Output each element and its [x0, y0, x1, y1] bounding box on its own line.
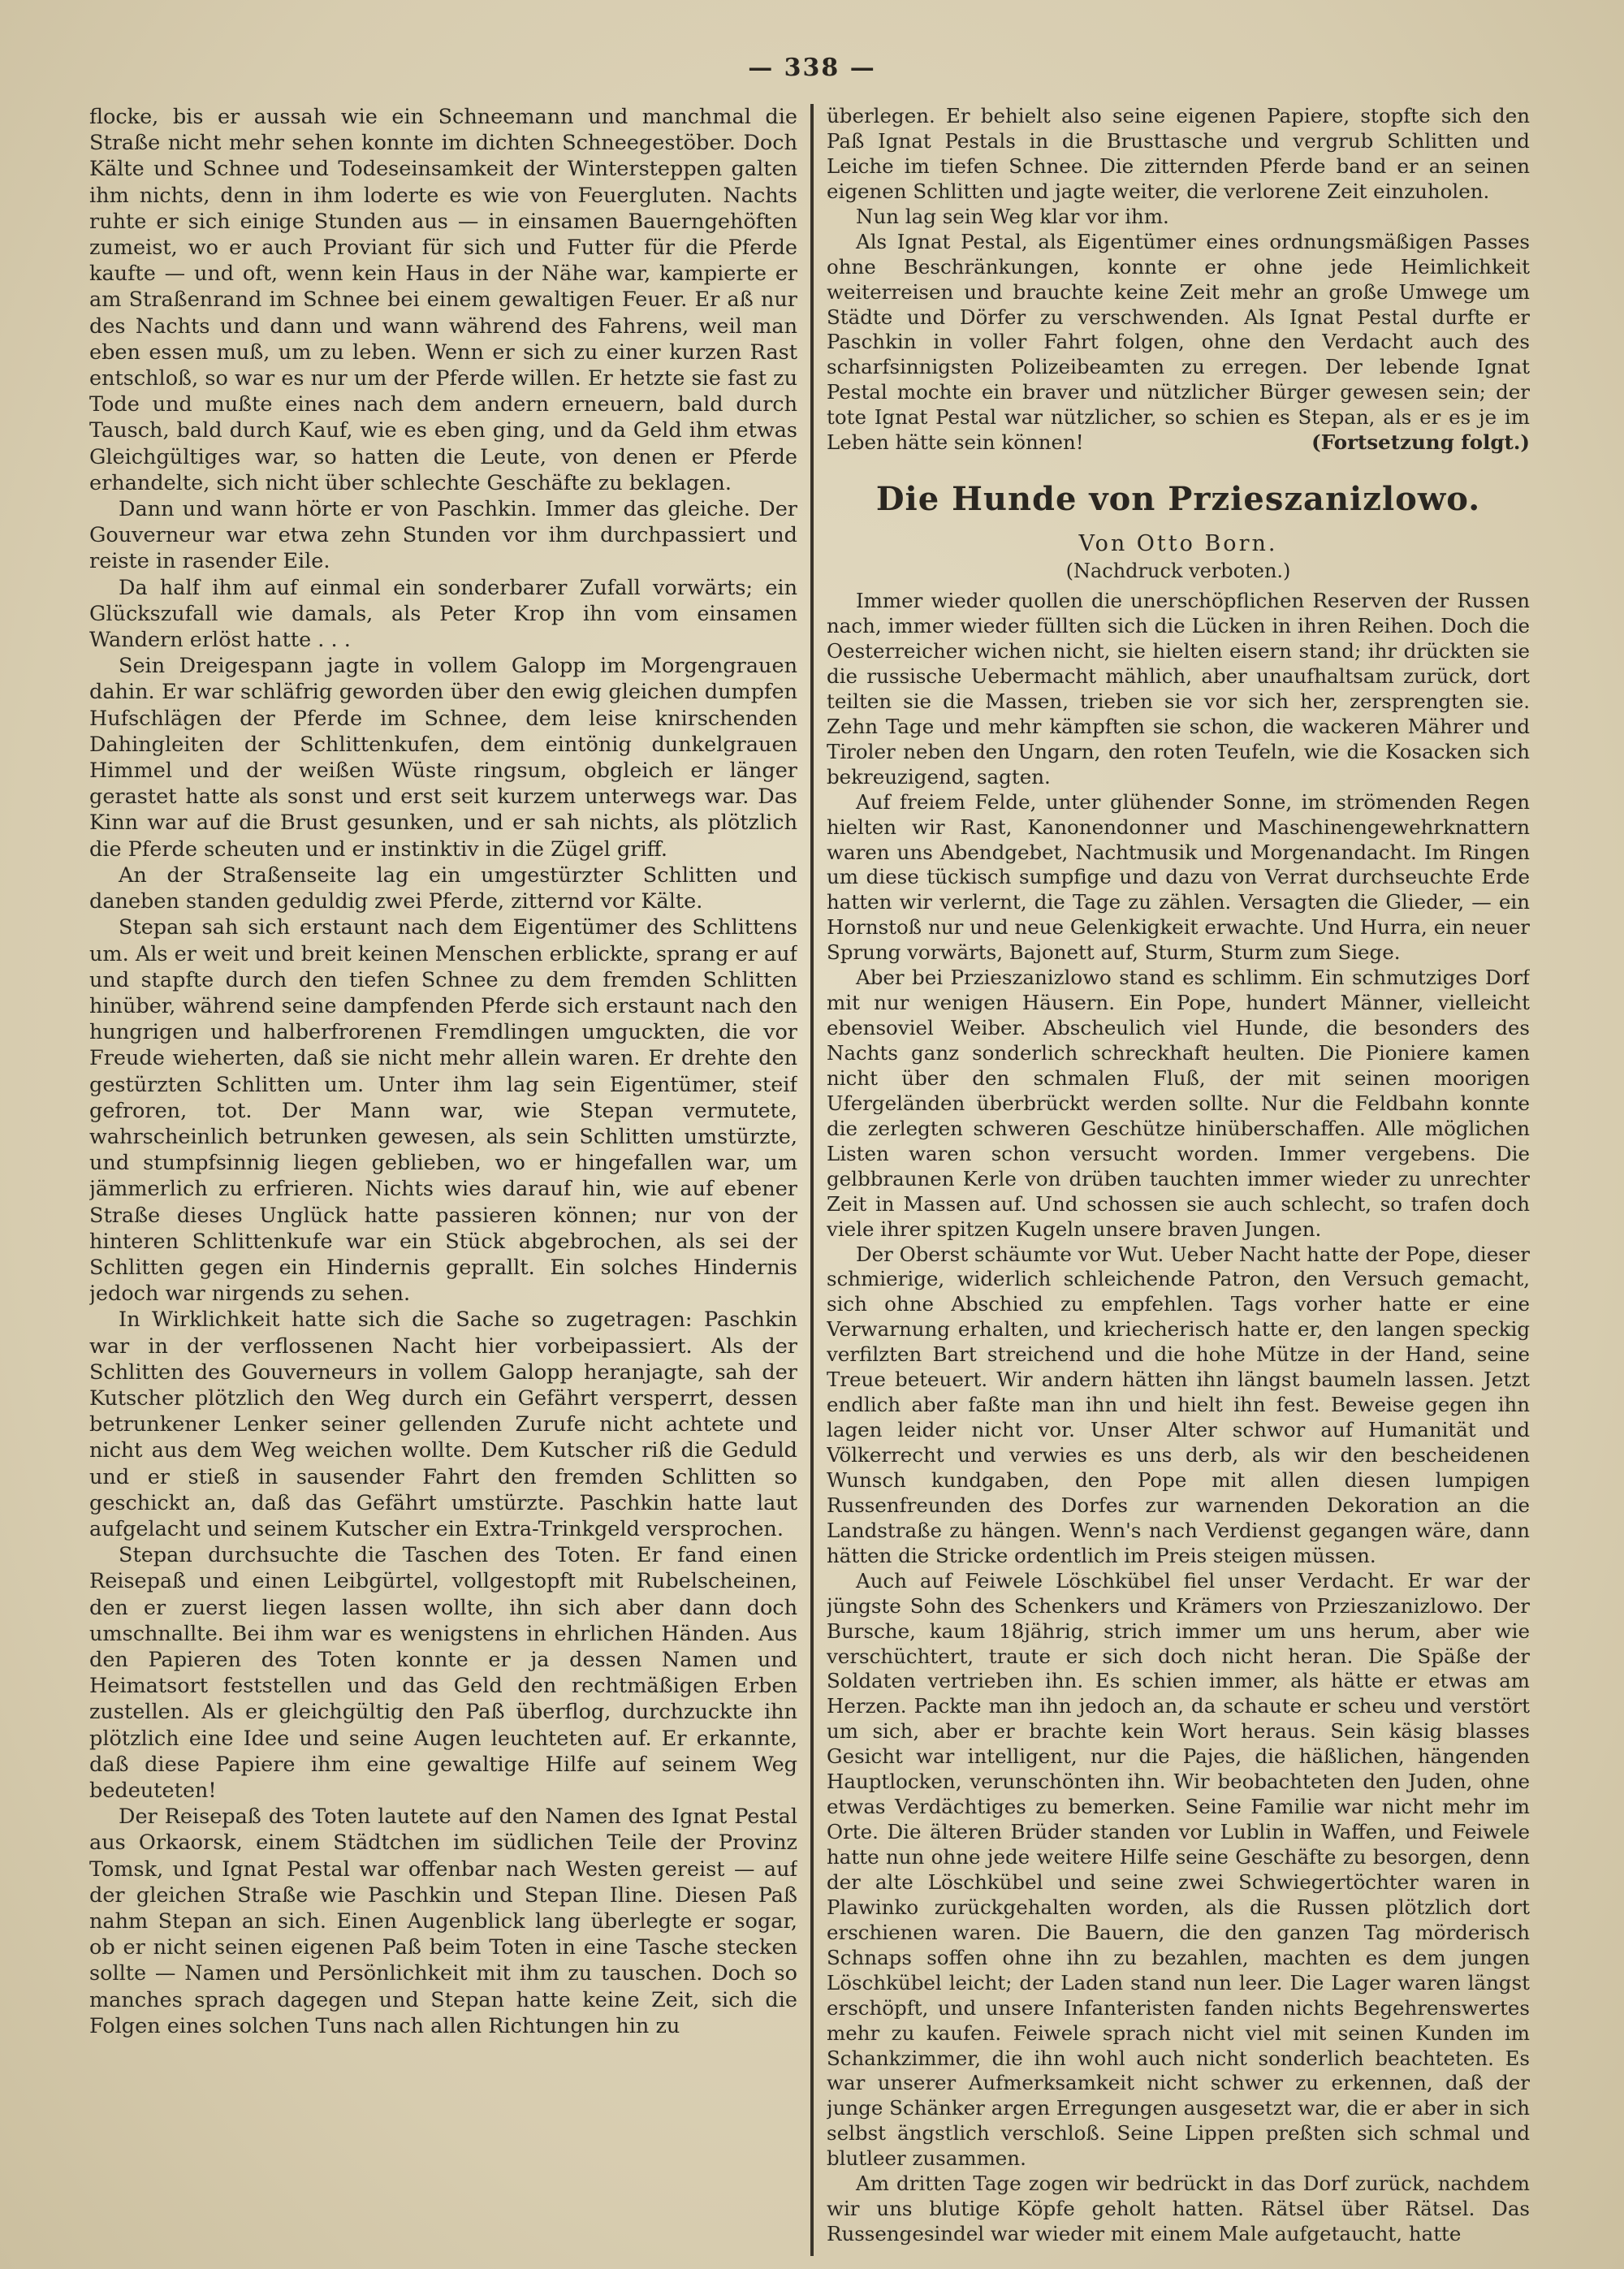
paragraph: überlegen. Er behielt also seine eigenen Papiere, stopfte sich den Paß Ignat Pestals in die Brusttasche und vergrub Schlitten und Leiche im tiefen Schnee. Die zitternden Pferde band er an seinen eigenen Schlitten und jagte weiter, die verlorene Zeit einzuholen. — [827, 104, 1530, 203]
paragraph: An der Straßenseite lag ein umgestürzter Schlitten und daneben standen geduldig zwei Pferde, zitternd vor Kälte. — [89, 862, 797, 914]
reprint-note: (Nachdruck verboten.) — [1065, 560, 1291, 583]
story-title: Die Hunde von Przieszanizlowo. — [875, 480, 1481, 519]
paragraph: Sein Dreigespann jagte in vollem Galopp im Morgengrauen dahin. Er war schläfrig geworden über den ewig gleichen dumpfen Hufschlägen der Pferde im Schnee, dem leise knirschenden Dahingleiten der Schlittenkufen, dem eintönig dunkelgrauen Himmel und der weißen Wüste ringsum, obgleich er länger gerastet hatte als sonst und erst seit kurzem unterwegs war. Das Kinn war auf die Brust gesunken, und er sah nichts, als plötzlich die Pferde scheuten und er instinktiv in die Zügel griff. — [89, 654, 797, 862]
paragraph: Dann und wann hörte er von Paschkin. Immer das gleiche. Der Gouverneur war etwa zehn Stunden vor ihm durchpassiert und reiste in rasender Eile. — [89, 497, 797, 574]
paragraph: Stepan sah sich erstaunt nach dem Eigentümer des Schlittens um. Als er weit und breit keinen Menschen erblickte, sprang er auf und stapfte durch den tiefen Schnee zu dem fremden Schlitten hinüber, während seine dampfenden Pferde sich erstaunt nach den hungrigen und halberfrorenen Fremdlingen umguckten, die vor Freude wieherten, daß sie nicht mehr allein waren. Er drehte den gestürzten Schlitten um. Unter ihm lag sein Eigentümer, steif gefroren, tot. Der Mann war, wie Stepan vermutete, wahrscheinlich betrunken gewesen, als sein Schlitten umstürzte, und stumpfsinnig liegen geblieben, wo er hingefallen war, um jämmerlich zu erfrieren. Nichts wies darauf hin, wie auf ebener Straße dieses Unglück hatte passieren können; nur von der hinteren Schlittenkufe war ein Stück abgebrochen, als sei der Schlitten gegen ein Hindernis geprallt. Ein solches Hindernis jedoch war nirgends zu sehen. — [89, 915, 797, 1307]
paragraph: In Wirklichkeit hatte sich die Sache so zugetragen: Paschkin war in der verflossenen Nacht hier vorbeipassiert. Als der Schlitten des Gouverneurs in vollem Galopp heranjagte, sah der Kutscher plötzlich den Weg durch ein Gefährt versperrt, dessen betrunkener Lenker seiner gellenden Zurufe nicht achtete und nicht aus dem Weg weichen wollte. Dem Kutscher riß die Geduld und er stieß in sausender Fahrt den fremden Schlitten so geschickt an, daß das Gefährt umstürzte. Paschkin hatte laut aufgelacht und seinem Kutscher ein Extra-Trinkgeld versprochen. — [89, 1307, 797, 1541]
paragraph: Aber bei Przieszanizlowo stand es schlimm. Ein schmutziges Dorf mit nur wenigen Häusern. Ein Pope, hundert Männer, vielleicht ebensoviel Weiber. Abscheulich viel Hunde, die besonders des Nachts ganz sonderlich schreckhaft heulten. Die Pioniere kamen nicht über den schmalen Fluß, der mit seinen moorigen Ufergeländen überbrückt werden sollte. Nur die Feldbahn konnte die zerlegten schweren Geschütze hinüberschaffen. Alle möglichen Listen waren schon versucht worden. Immer vergebens. Die gelbbraunen Kerle von drüben tauchten immer wieder zu unrechter Zeit in Massen auf. Und schossen sie auch schlecht, so trafen doch viele ihrer spitzen Kugeln unsere braven Jungen. — [827, 966, 1530, 1241]
paragraph: Auch auf Feiwele Löschkübel fiel unser Verdacht. Er war der jüngste Sohn des Schenkers und Krämers von Przieszanizlowo. Der Bursche, kaum 18jährig, strich immer um uns herum, aber wie verschüchtert, traute er sich doch nicht heran. Die Späße der Soldaten vertrieben ihn. Es schien immer, als hätte er etwas am Herzen. Packte man ihn jedoch an, da schaute er scheu und verstört um sich, aber er brachte kein Wort heraus. Sein käsig blasses Gesicht war intelligent, nur die Pajes, die häßlichen, hängenden Hauptlocken, verunschönten ihn. Wir beobachteten den Juden, ohne etwas Verdächtiges zu bemerken. Seine Familie war nicht mehr im Orte. Die älteren Brüder standen vor Lublin in Waffen, und Feiwele hatte nun ohne jede weitere Hilfe seine Geschäfte zu besorgen, denn der alte Löschkübel und seine zwei Schwiegertöchter waren in Plawinko zurückgehalten worden, als die Russen plötzlich dort erschienen waren. Die Bauern, die den ganzen Tag mörderisch Schnaps soffen ohne ihn zu bezahlen, machten es dem jungen Löschkübel leicht; der Laden stand nun leer. Die Lager waren längst erschöpft, und unsere Infanteristen fanden nichts Begehrenswertes mehr zu kaufen. Feiwele sprach nicht viel mit seinen Kunden im Schankzimmer, die ihn wohl auch nicht sonderlich beachteten. Es war unserer Aufmerksamkeit nicht schwer zu erkennen, daß der junge Schänker argen Erregungen ausgesetzt war, die er aber in sich selbst ängstlich verschloß. Seine Lippen preßten sich schmal und blutleer zusammen. — [827, 1568, 1530, 2171]
left-column — [89, 104, 797, 2256]
paragraph: Da half ihm auf einmal ein sonderbarer Zufall vorwärts; ein Glückszufall wie damals, als Peter Krop ihn vom einsamen Wandern erlöst hatte . . . — [89, 575, 797, 653]
paragraph — [827, 230, 1530, 456]
paragraph: Auf freiem Felde, unter glühender Sonne, im strömenden Regen hielten wir Rast, Kanonendonner und Maschinengewehrknattern waren uns Abendgebet, Nachtmusik und Morgenandacht. Im Ringen um diese tückisch sumpfige und dazu von Verrat durchseuchte Erde hatten wir verlernt, die Tage zu zählen. Versagten die Glieder, — ein Hornstoß nur und neue Gelenkigkeit erwachte. Und Hurra, ein neuer Sprung vorwärts, Bajonett auf, Sturm, Sturm zum Siege. — [827, 789, 1530, 965]
right-column — [827, 104, 1530, 2256]
paragraph: Am dritten Tage zogen wir bedrückt in das Dorf zurück, nachdem wir uns blutige Köpfe geholt hatten. Rätsel über Rätsel. Das Russengesindel war wieder mit einem Male aufgetaucht, hatte — [827, 2172, 1530, 2246]
paragraph: Nun lag sein Weg klar vor ihm. — [856, 204, 1169, 228]
paragraph: Der Oberst schäumte vor Wut. Ueber Nacht hatte der Pope, dieser schmierige, widerlich schleichende Patron, den Versuch gemacht, sich ohne Abschied zu empfehlen. Tags vorher hatte er eine Verwarnung erhalten, und kriecherisch hatte er, den langen speckig verfilzten Bart streichend und die hohe Mütze in der Hand, seine Treue beteuert. Wir andern hätten ihn längst baumeln lassen. Jetzt endlich aber faßte man ihn und hielt ihn fest. Beweise gegen ihn lagen leider nicht vor. Unser Alter schwor auf Humanität und Völkerrecht und verwies es uns derb, als wir den bescheidenen Wunsch kundgaben, den Pope mit allen diesen lumpigen Russenfreunden des Dorfes zur warnenden Dekoration an die Landstraße zu hängen. Wenn's nach Verdienst gegangen wäre, dann hätten die Stricke ordentlich im Preis steigen müssen. — [827, 1242, 1530, 1567]
paragraph: Immer wieder quollen die unerschöpflichen Reserven der Russen nach, immer wieder füllten sich die Lücken in ihren Reihen. Doch die Oesterreicher wichen nicht, sie hielten eisern stand; ihr drückten sie die russische Uebermacht mählich, aber unaufhaltsam zurück, dort teilten sie die Massen, trieben sie vor sich her, zersprengten sie. Zehn Tage und mehr kämpften sie schon, die wackeren Mährer und Tiroler neben den Ungarn, den roten Teufeln, wie die Kosacken sich bekreuzigend, sagten. — [827, 589, 1530, 789]
page-number: — 338 — — [748, 54, 876, 82]
column-divider — [810, 104, 814, 2256]
paragraph: flocke, bis er aussah wie ein Schneemann und manchmal die Straße nicht mehr sehen konnte im dichten Schneegestöber. Doch Kälte und Schnee und Todeseinsamkeit der Wintersteppen galten ihm nichts, denn in ihm loderte es wie von Feuergluten. Nachts ruhte er sich einige Stunden aus — in einsamen Bauerngehöften zumeist, wo er auch Proviant für sich und Futter für die Pferde kaufte — und oft, wenn kein Haus in der Nähe war, kampierte er am Straßenrand im Schnee bei einem gewaltigen Feuer. Er aß nur des Nachts und dann und wann während des Fahrens, weil man eben essen muß, um zu leben. Wenn er sich zu einer kurzen Rast entschloß, so war es nur um der Pferde willen. Er hetzte sie fast zu Tode und mußte eines nach dem andern erneuern, bald durch Tausch, bald durch Kauf, wie es eben ging, und da Geld ihm etwas Gleichgültiges war, so hatten die Leute, von denen er Pferde erhandelte, sich nicht über schlechte Geschäfte zu beklagen. — [89, 105, 797, 495]
continuation-note: (Fortsetzung folgt.) — [1311, 430, 1530, 455]
paragraph: Stepan durchsuchte die Taschen des Toten. Er fand einen Reisepaß und einen Leibgürtel, vollgestopft mit Rubelscheinen, den er zuerst liegen lassen wollte, ihn sich aber dann doch umschnallte. Bei ihm war es wenigstens in ehrlichen Händen. Aus den Papieren des Toten konnte er ja dessen Namen und Heimatsort feststellen und das Geld den rechtmäßigen Erben zustellen. Als er gleichgültig den Paß überflog, durchzuckte ihn plötzlich eine Idee und seine Augen leuchteten auf. Er erkannte, daß diese Papiere ihm eine gewaltige Hilfe auf seinem Weg bedeuteten! — [89, 1543, 797, 1803]
paragraph: Der Reisepaß des Toten lautete auf den Namen des Ignat Pestal aus Orkaorsk, einem Städtchen im südlichen Teile der Provinz Tomsk, und Ignat Pestal war offenbar nach Westen gereist — auf der gleichen Straße wie Paschkin und Stepan Iline. Diesen Paß nahm Stepan an sich. Einen Augenblick lang überlegte er sogar, ob er nicht seinen eigenen Paß beim Toten in eine Tasche stecken sollte — Namen und Persönlichkeit mit ihm zu tauschen. Doch so manches sprach dagegen und Stepan hatte keine Zeit, sich die Folgen eines solchen Tuns nach allen Richtungen hin zu — [89, 1804, 797, 2038]
paragraph-text: Als Ignat Pestal, als Eigentümer eines ordnungsmäßigen Passes ohne Beschränkungen, konnte er ohne jede Heimlichkeit weiterreisen und brauchte keine Zeit mehr an große Umwege um Städte und Dörfer zu verschwenden. Als Ignat Pestal durfte er Paschkin in voller Fahrt folgen, ohne den Verdacht auch des scharfsinnigsten Polizeibeamten zu erregen. Der lebende Ignat Pestal mochte ein braver und nützlicher Bürger gewesen sein; der tote Ignat Pestal war nützlicher, so schien es Stepan, als er es je im Leben hätte sein können! — [827, 229, 1530, 455]
story-byline: Von Otto Born. — [1078, 531, 1278, 557]
